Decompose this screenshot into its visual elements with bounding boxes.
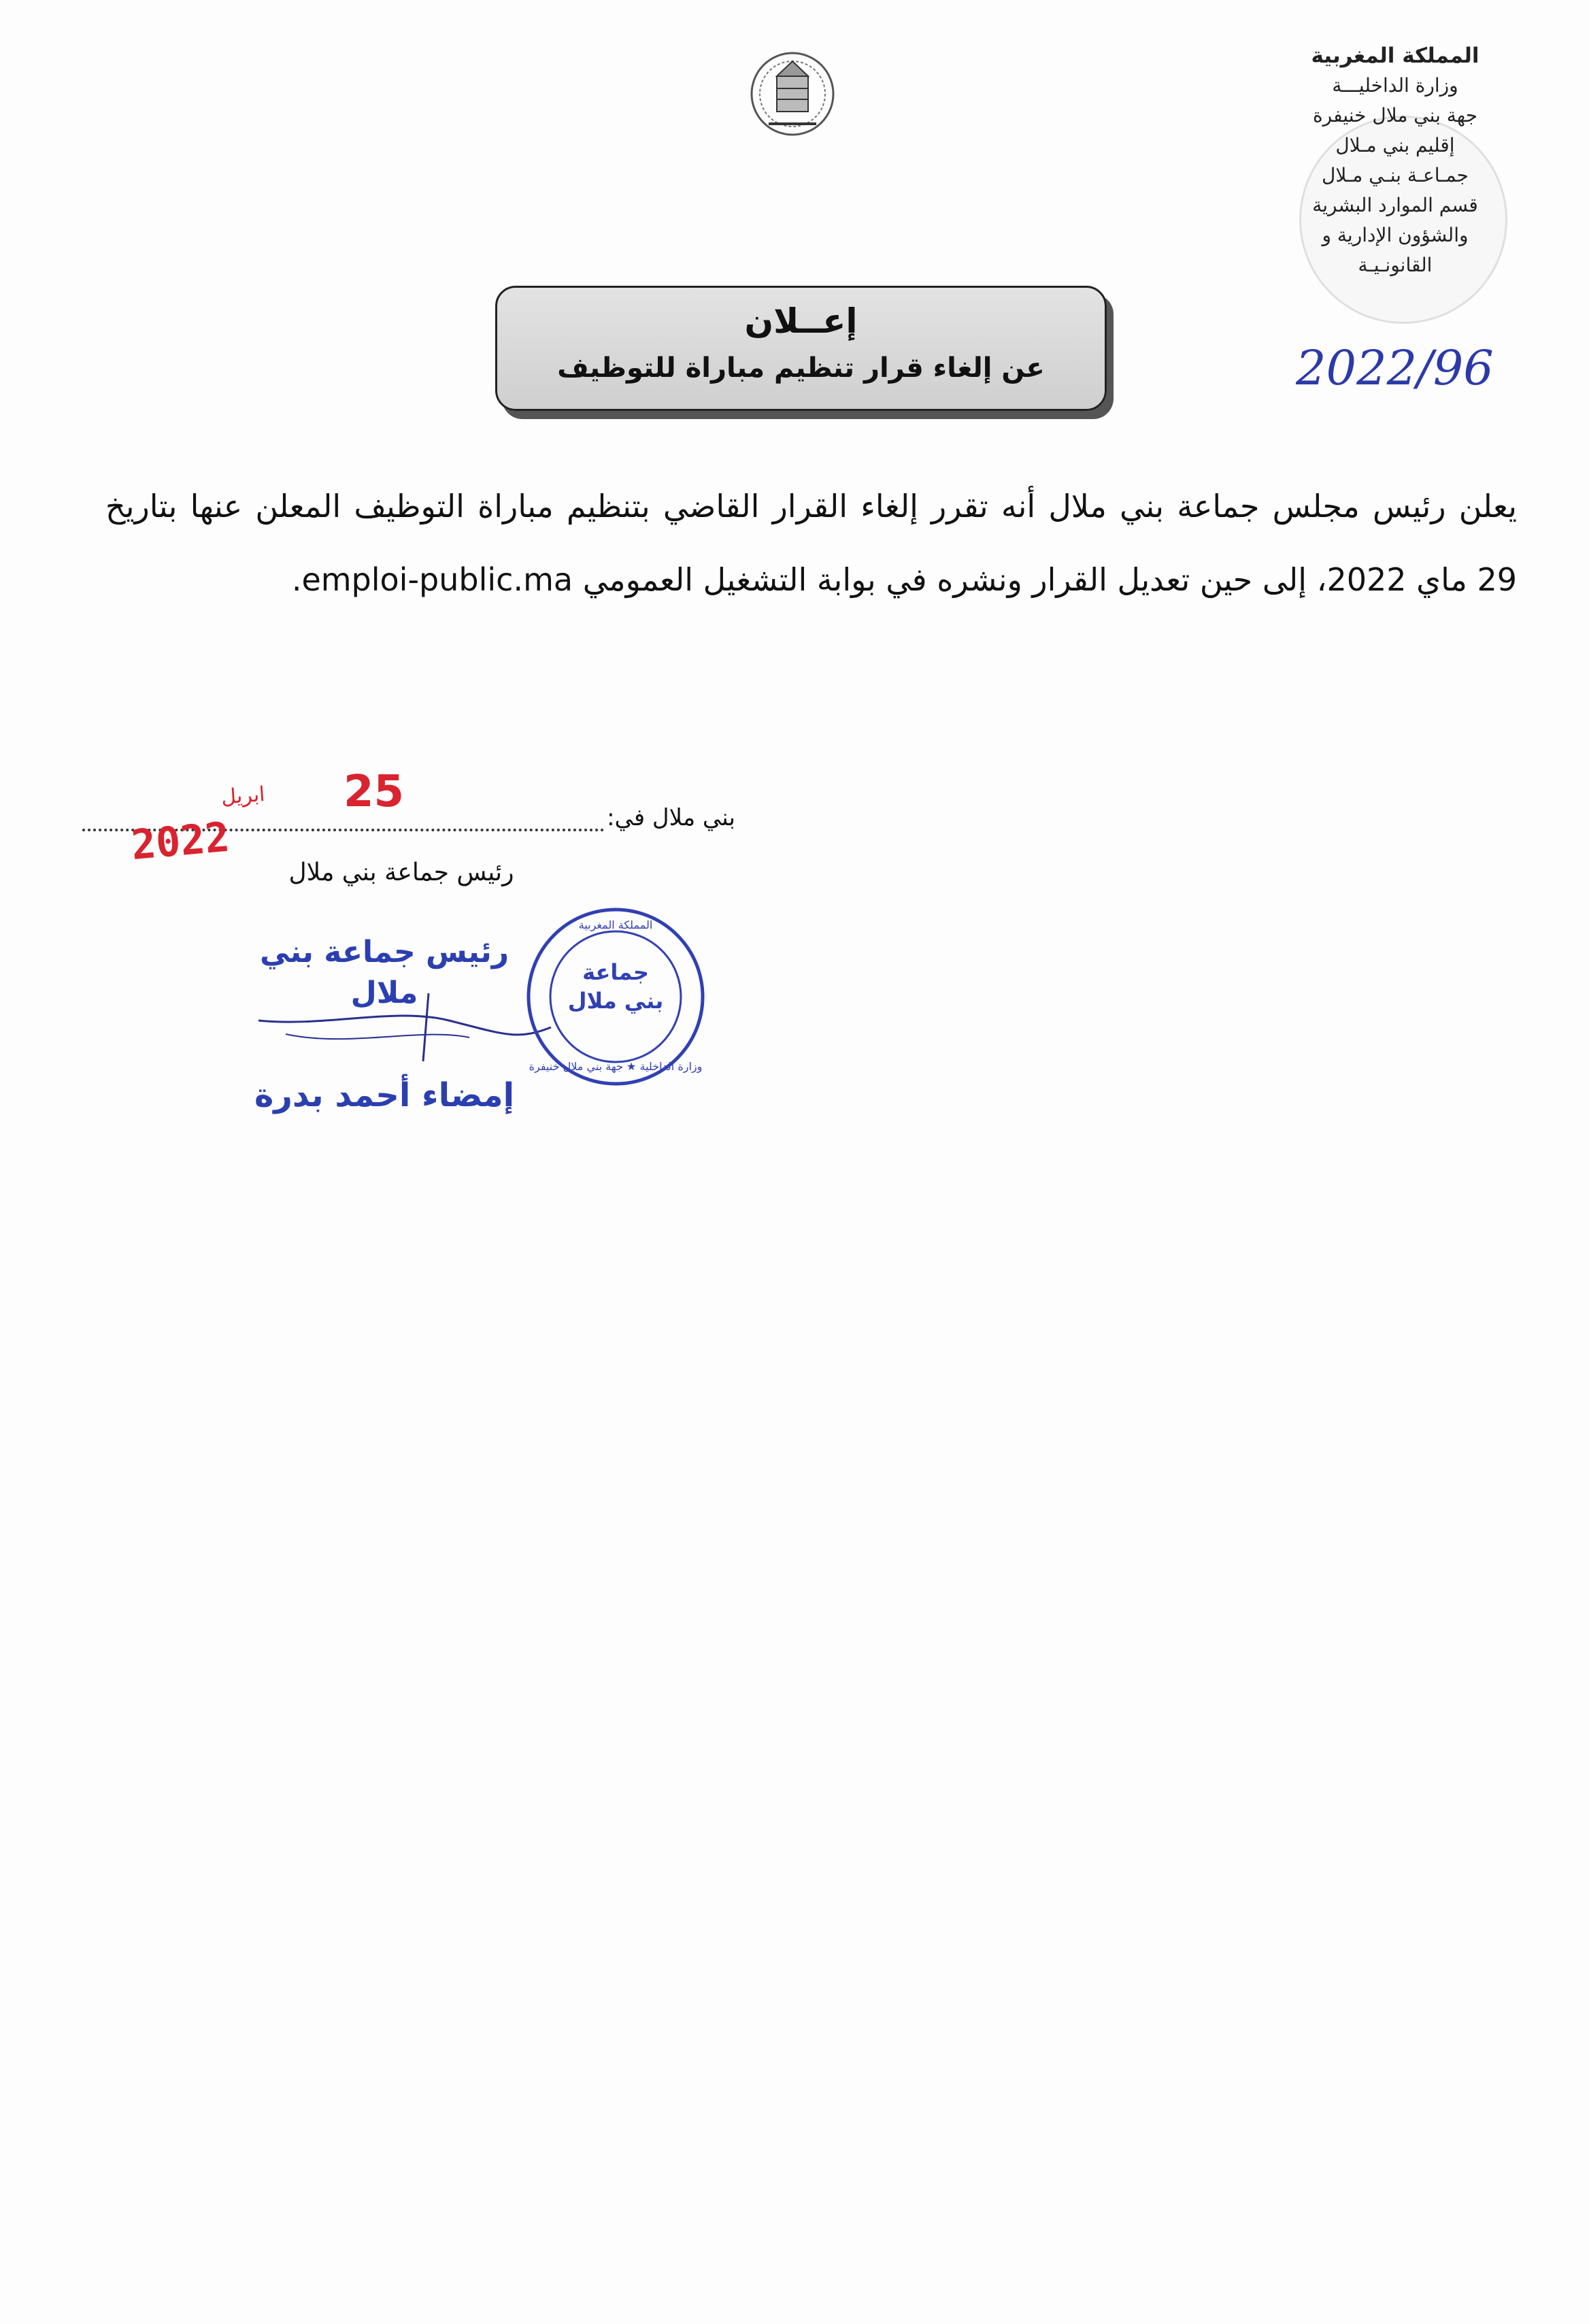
- round-stamp-ring-top: المملكة المغربية: [578, 918, 653, 931]
- round-stamp-center: [524, 958, 707, 1015]
- round-stamp-ring-bottom: وزارة الداخلية ★ جهة بني ملال خنيفرة: [529, 1060, 703, 1073]
- reference-number: 2022/96: [1296, 340, 1494, 396]
- province-name: إقليم بني مـلال: [1335, 134, 1455, 156]
- announcement-title: إعــلان: [744, 301, 858, 341]
- department-line-1: قسم الموارد البشرية: [1312, 194, 1478, 216]
- department-line-3: القانونـيـة: [1358, 254, 1433, 276]
- date-stamp-month: ابريل: [220, 782, 266, 810]
- announcement-subtitle: عن إلغاء قرار تنظيم مباراة للتوظيف: [557, 352, 1045, 384]
- signature-stamp-name: إمضاء أحمد بدرة: [254, 1076, 515, 1114]
- signature-stamp-title: رئيس جماعة بني ملال: [259, 935, 509, 1010]
- handwritten-signature: [245, 980, 558, 1075]
- round-stamp-center-line-2: بني ملال: [567, 988, 664, 1014]
- commune-name: جمـاعـة بنـي مـلال: [1322, 164, 1469, 186]
- letterhead: [1262, 41, 1528, 280]
- kingdom-name: المملكة المغربية: [1311, 44, 1479, 68]
- ministry-name: وزارة الداخليـــة: [1332, 74, 1458, 97]
- date-stamp: [119, 759, 425, 874]
- announcement-body: يعلن رئيس مجلس جماعة بني ملال أنه تقرر إلغاء القرار القاضي بتنظيم مباراة التوظيف المعلن عنها بتاريخ 29 ماي 2022، إلى حين تعديل القرار ونشره في بوابة التشغيل العمومي emploi-public.ma.: [105, 488, 1517, 598]
- signer-title: رئيس جماعة بني ملال: [288, 859, 514, 886]
- coat-of-arms-emblem: [741, 41, 843, 143]
- date-stamp-day: 25: [344, 767, 405, 817]
- region-name: جهة بني ملال خنيفرة: [1312, 104, 1478, 127]
- date-stamp-year: 2022: [129, 813, 232, 869]
- official-round-stamp: [524, 905, 707, 1089]
- place-label: بني ملال في:: [607, 804, 735, 831]
- round-stamp-center-line-1: جماعة: [582, 959, 649, 985]
- department-line-2: والشؤون الإدارية و: [1322, 224, 1469, 246]
- announcement-title-box: [495, 286, 1107, 411]
